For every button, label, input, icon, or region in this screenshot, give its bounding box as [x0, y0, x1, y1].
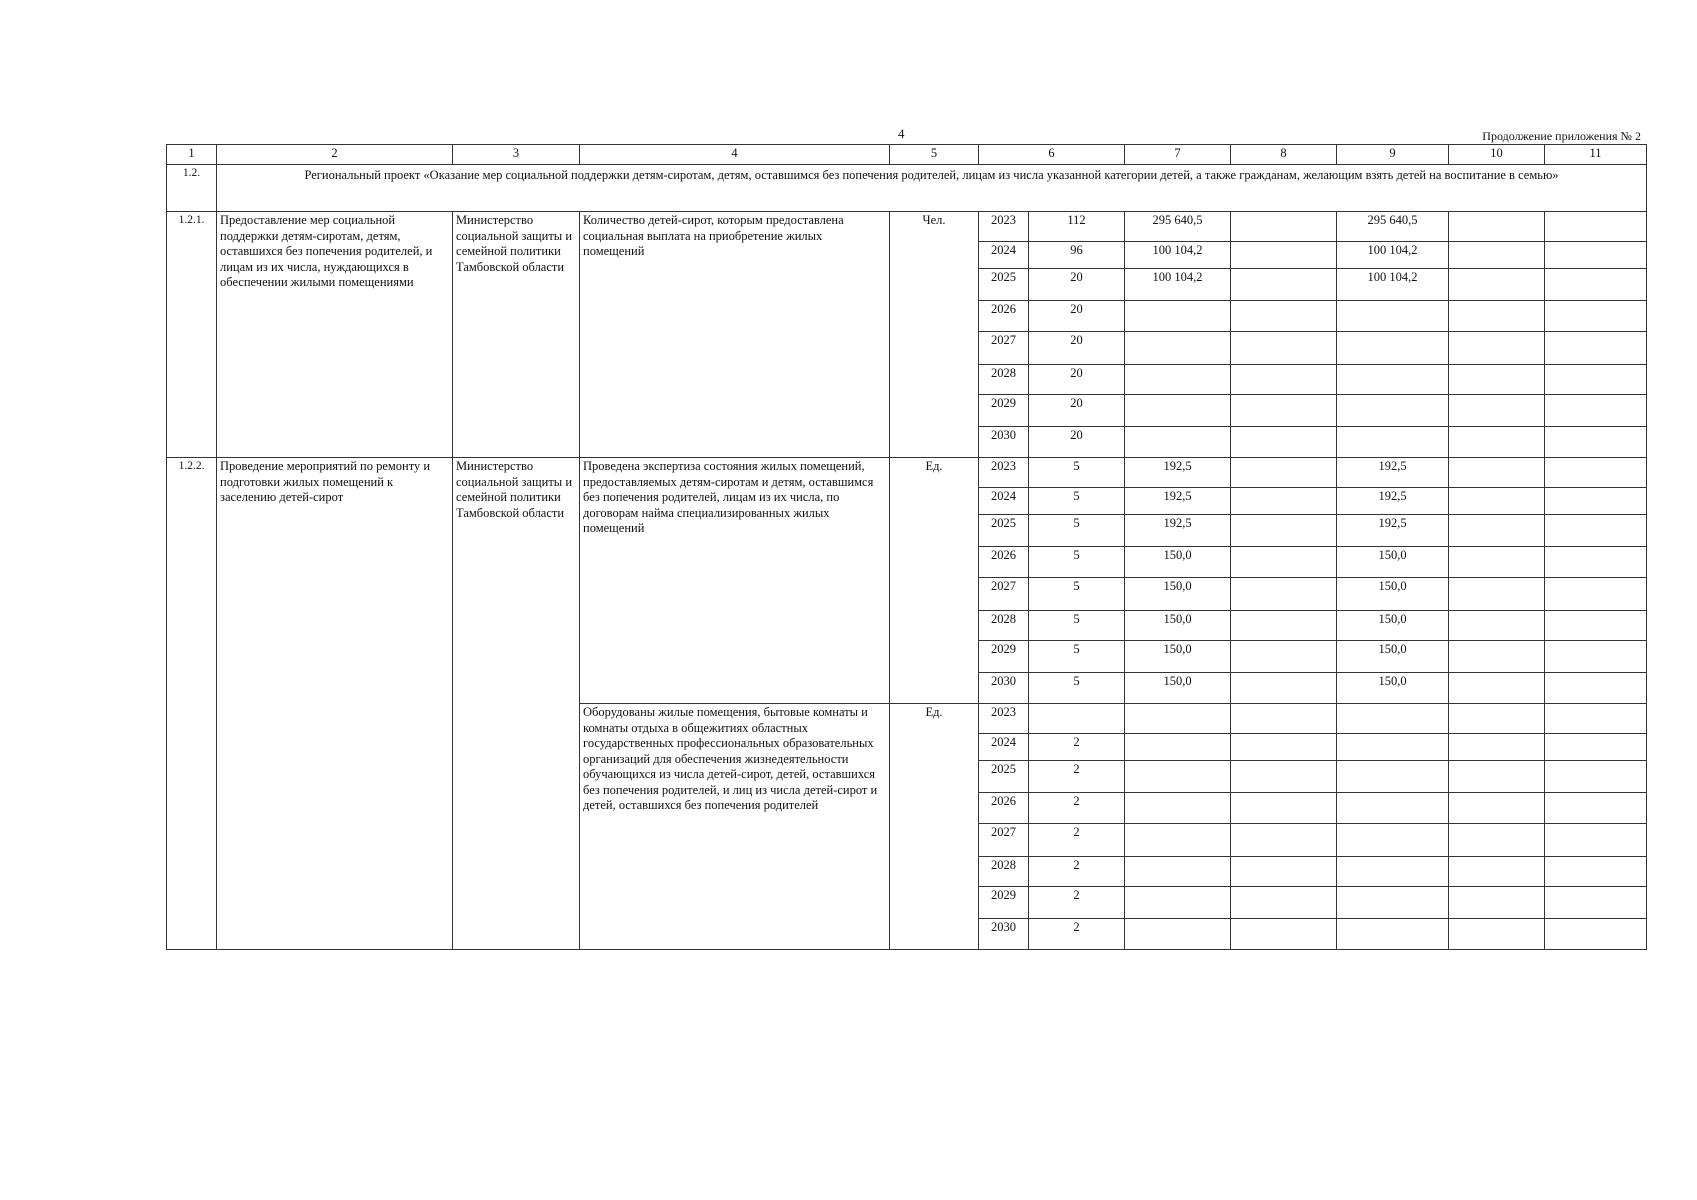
indicator-value-cell: 2 — [1029, 919, 1125, 950]
other-funding-cell — [1545, 301, 1647, 332]
regional-funding-cell — [1337, 734, 1449, 761]
regional-funding-cell: 192,5 — [1337, 488, 1449, 515]
indicator-value-cell: 2 — [1029, 857, 1125, 887]
year-cell: 2024 — [979, 488, 1029, 515]
federal-funding-cell — [1231, 427, 1337, 458]
year-cell: 2027 — [979, 824, 1029, 857]
total-funding-cell — [1125, 332, 1231, 365]
year-cell: 2028 — [979, 365, 1029, 395]
year-cell: 2027 — [979, 332, 1029, 365]
col-header-5: 5 — [890, 145, 979, 165]
federal-funding-cell — [1231, 673, 1337, 704]
local-funding-cell — [1449, 212, 1545, 242]
other-funding-cell — [1545, 515, 1647, 547]
local-funding-cell — [1449, 919, 1545, 950]
regional-funding-cell — [1337, 301, 1449, 332]
regional-funding-cell: 150,0 — [1337, 547, 1449, 578]
local-funding-cell — [1449, 458, 1545, 488]
regional-funding-cell — [1337, 704, 1449, 734]
regional-funding-cell: 192,5 — [1337, 458, 1449, 488]
year-cell: 2024 — [979, 242, 1029, 269]
indicator-value-cell: 112 — [1029, 212, 1125, 242]
total-funding-cell: 100 104,2 — [1125, 242, 1231, 269]
other-funding-cell — [1545, 365, 1647, 395]
indicator-value-cell: 20 — [1029, 365, 1125, 395]
col-header-4: 4 — [580, 145, 890, 165]
year-cell: 2028 — [979, 857, 1029, 887]
regional-funding-cell — [1337, 332, 1449, 365]
local-funding-cell — [1449, 761, 1545, 793]
total-funding-cell — [1125, 301, 1231, 332]
other-funding-cell — [1545, 332, 1647, 365]
other-funding-cell — [1545, 395, 1647, 427]
other-funding-cell — [1545, 578, 1647, 611]
regional-funding-cell: 100 104,2 — [1337, 269, 1449, 301]
indicator-value-cell — [1029, 704, 1125, 734]
regional-funding-cell — [1337, 793, 1449, 824]
regional-funding-cell — [1337, 395, 1449, 427]
indicator-value-cell: 2 — [1029, 734, 1125, 761]
regional-funding-cell: 192,5 — [1337, 515, 1449, 547]
federal-funding-cell — [1231, 857, 1337, 887]
regional-funding-cell — [1337, 887, 1449, 919]
total-funding-cell: 150,0 — [1125, 578, 1231, 611]
year-cell: 2029 — [979, 887, 1029, 919]
local-funding-cell — [1449, 547, 1545, 578]
year-cell: 2025 — [979, 269, 1029, 301]
indicator-value-cell: 2 — [1029, 793, 1125, 824]
year-cell: 2030 — [979, 673, 1029, 704]
indicator-value-cell: 5 — [1029, 515, 1125, 547]
federal-funding-cell — [1231, 269, 1337, 301]
regional-funding-cell — [1337, 919, 1449, 950]
other-funding-cell — [1545, 734, 1647, 761]
other-funding-cell — [1545, 611, 1647, 641]
executor: Министерство социальной защиты и семейной политики Тамбовской области — [453, 212, 580, 458]
indicator-value-cell: 5 — [1029, 488, 1125, 515]
year-cell: 2027 — [979, 578, 1029, 611]
federal-funding-cell — [1231, 547, 1337, 578]
other-funding-cell — [1545, 857, 1647, 887]
indicator-value-cell: 2 — [1029, 887, 1125, 919]
total-funding-cell: 295 640,5 — [1125, 212, 1231, 242]
regional-funding-cell — [1337, 761, 1449, 793]
total-funding-cell: 192,5 — [1125, 515, 1231, 547]
regional-funding-cell — [1337, 824, 1449, 857]
year-cell: 2026 — [979, 793, 1029, 824]
other-funding-cell — [1545, 793, 1647, 824]
year-cell: 2023 — [979, 212, 1029, 242]
total-funding-cell — [1125, 919, 1231, 950]
total-funding-cell — [1125, 824, 1231, 857]
year-cell: 2030 — [979, 427, 1029, 458]
federal-funding-cell — [1231, 301, 1337, 332]
total-funding-cell — [1125, 734, 1231, 761]
year-cell: 2023 — [979, 704, 1029, 734]
indicator-value-cell: 5 — [1029, 547, 1125, 578]
indicator-name: Проведена экспертиза состояния жилых помещений, предоставляемых детям-сиротам и детям, оставшимся без попечения родителей, лицам из их числа, по договорам найма специализированных жилых помещений — [580, 458, 890, 704]
regional-funding-cell: 295 640,5 — [1337, 212, 1449, 242]
federal-funding-cell — [1231, 212, 1337, 242]
continuation-label: Продолжение приложения № 2 — [1482, 129, 1641, 143]
local-funding-cell — [1449, 332, 1545, 365]
local-funding-cell — [1449, 578, 1545, 611]
total-funding-cell: 150,0 — [1125, 641, 1231, 673]
indicator-value-cell: 5 — [1029, 611, 1125, 641]
other-funding-cell — [1545, 761, 1647, 793]
year-cell: 2025 — [979, 761, 1029, 793]
other-funding-cell — [1545, 704, 1647, 734]
total-funding-cell — [1125, 395, 1231, 427]
year-cell: 2026 — [979, 547, 1029, 578]
other-funding-cell — [1545, 458, 1647, 488]
local-funding-cell — [1449, 611, 1545, 641]
regional-funding-cell: 150,0 — [1337, 578, 1449, 611]
other-funding-cell — [1545, 919, 1647, 950]
table-row — [167, 212, 1647, 242]
item-code: 1.2.2. — [167, 458, 217, 950]
local-funding-cell — [1449, 301, 1545, 332]
local-funding-cell — [1449, 488, 1545, 515]
total-funding-cell — [1125, 887, 1231, 919]
other-funding-cell — [1545, 242, 1647, 269]
indicator-value-cell: 5 — [1029, 673, 1125, 704]
federal-funding-cell — [1231, 332, 1337, 365]
indicator-value-cell: 96 — [1029, 242, 1125, 269]
col-header-1: 1 — [167, 145, 217, 165]
other-funding-cell — [1545, 547, 1647, 578]
local-funding-cell — [1449, 242, 1545, 269]
other-funding-cell — [1545, 673, 1647, 704]
section-code: 1.2. — [167, 165, 217, 212]
year-cell: 2029 — [979, 641, 1029, 673]
unit-of-measure: Ед. — [890, 704, 979, 950]
program-table — [166, 144, 1647, 950]
indicator-value-cell: 20 — [1029, 427, 1125, 458]
indicator-value-cell: 20 — [1029, 395, 1125, 427]
regional-funding-cell — [1337, 365, 1449, 395]
federal-funding-cell — [1231, 395, 1337, 427]
year-cell: 2030 — [979, 919, 1029, 950]
local-funding-cell — [1449, 395, 1545, 427]
indicator-value-cell: 20 — [1029, 332, 1125, 365]
regional-funding-cell: 150,0 — [1337, 673, 1449, 704]
local-funding-cell — [1449, 793, 1545, 824]
local-funding-cell — [1449, 734, 1545, 761]
other-funding-cell — [1545, 427, 1647, 458]
total-funding-cell: 150,0 — [1125, 611, 1231, 641]
total-funding-cell: 150,0 — [1125, 547, 1231, 578]
local-funding-cell — [1449, 887, 1545, 919]
federal-funding-cell — [1231, 242, 1337, 269]
total-funding-cell: 100 104,2 — [1125, 269, 1231, 301]
federal-funding-cell — [1231, 734, 1337, 761]
regional-funding-cell — [1337, 857, 1449, 887]
year-cell: 2025 — [979, 515, 1029, 547]
federal-funding-cell — [1231, 365, 1337, 395]
federal-funding-cell — [1231, 887, 1337, 919]
col-header-10: 10 — [1449, 145, 1545, 165]
total-funding-cell — [1125, 427, 1231, 458]
other-funding-cell — [1545, 488, 1647, 515]
total-funding-cell: 192,5 — [1125, 488, 1231, 515]
measure-name: Предоставление мер социальной поддержки детям-сиротам, детям, оставшихся без попечения родителей, и лицам из их числа, нуждающихся в обеспечении жилыми помещениями — [217, 212, 453, 458]
federal-funding-cell — [1231, 793, 1337, 824]
unit-of-measure: Ед. — [890, 458, 979, 704]
local-funding-cell — [1449, 365, 1545, 395]
total-funding-cell — [1125, 704, 1231, 734]
col-header-7: 7 — [1125, 145, 1231, 165]
indicator-value-cell: 2 — [1029, 761, 1125, 793]
unit-of-measure: Чел. — [890, 212, 979, 458]
executor: Министерство социальной защиты и семейной политики Тамбовской области — [453, 458, 580, 950]
other-funding-cell — [1545, 269, 1647, 301]
total-funding-cell: 192,5 — [1125, 458, 1231, 488]
year-cell: 2023 — [979, 458, 1029, 488]
section-row — [167, 165, 1647, 212]
federal-funding-cell — [1231, 578, 1337, 611]
measure-name: Проведение мероприятий по ремонту и подготовки жилых помещений к заселению детей-сирот — [217, 458, 453, 950]
local-funding-cell — [1449, 427, 1545, 458]
col-header-3: 3 — [453, 145, 580, 165]
year-cell: 2028 — [979, 611, 1029, 641]
local-funding-cell — [1449, 515, 1545, 547]
column-number-row — [167, 145, 1647, 165]
indicator-value-cell: 20 — [1029, 269, 1125, 301]
year-cell: 2029 — [979, 395, 1029, 427]
federal-funding-cell — [1231, 488, 1337, 515]
indicator-value-cell: 2 — [1029, 824, 1125, 857]
col-header-6: 6 — [979, 145, 1125, 165]
federal-funding-cell — [1231, 611, 1337, 641]
total-funding-cell — [1125, 365, 1231, 395]
section-title: Региональный проект «Оказание мер социальной поддержки детям-сиротам, детям, оставшимся без попечения родителей, лицам из числа указанной категории детей, а также гражданам, желающим взять детей на воспитание в семью» — [217, 165, 1647, 212]
total-funding-cell: 150,0 — [1125, 673, 1231, 704]
col-header-2: 2 — [217, 145, 453, 165]
regional-funding-cell: 150,0 — [1337, 641, 1449, 673]
table-row — [167, 458, 1647, 488]
col-header-9: 9 — [1337, 145, 1449, 165]
local-funding-cell — [1449, 857, 1545, 887]
total-funding-cell — [1125, 857, 1231, 887]
federal-funding-cell — [1231, 761, 1337, 793]
regional-funding-cell — [1337, 427, 1449, 458]
indicator-value-cell: 20 — [1029, 301, 1125, 332]
local-funding-cell — [1449, 673, 1545, 704]
total-funding-cell — [1125, 793, 1231, 824]
item-code: 1.2.1. — [167, 212, 217, 458]
indicator-value-cell: 5 — [1029, 458, 1125, 488]
local-funding-cell — [1449, 641, 1545, 673]
other-funding-cell — [1545, 212, 1647, 242]
federal-funding-cell — [1231, 458, 1337, 488]
col-header-8: 8 — [1231, 145, 1337, 165]
regional-funding-cell: 100 104,2 — [1337, 242, 1449, 269]
federal-funding-cell — [1231, 641, 1337, 673]
local-funding-cell — [1449, 704, 1545, 734]
page-number: 4 — [898, 126, 905, 141]
total-funding-cell — [1125, 761, 1231, 793]
federal-funding-cell — [1231, 515, 1337, 547]
indicator-value-cell: 5 — [1029, 641, 1125, 673]
indicator-name: Количество детей-сирот, которым предоставлена социальная выплата на приобретение жилых помещений — [580, 212, 890, 458]
year-cell: 2024 — [979, 734, 1029, 761]
other-funding-cell — [1545, 887, 1647, 919]
other-funding-cell — [1545, 824, 1647, 857]
federal-funding-cell — [1231, 824, 1337, 857]
federal-funding-cell — [1231, 919, 1337, 950]
year-cell: 2026 — [979, 301, 1029, 332]
federal-funding-cell — [1231, 704, 1337, 734]
regional-funding-cell: 150,0 — [1337, 611, 1449, 641]
indicator-name: Оборудованы жилые помещения, бытовые комнаты и комнаты отдыха в общежитиях областных государственных профессиональных образовательных организаций для обеспечения жизнедеятельности обучающихся из числа детей-сирот, детей, оставшихся без попечения родителей, и лиц из числа детей-сирот и детей, оставшихся без попечения родителей — [580, 704, 890, 950]
local-funding-cell — [1449, 269, 1545, 301]
other-funding-cell — [1545, 641, 1647, 673]
col-header-11: 11 — [1545, 145, 1647, 165]
indicator-value-cell: 5 — [1029, 578, 1125, 611]
local-funding-cell — [1449, 824, 1545, 857]
